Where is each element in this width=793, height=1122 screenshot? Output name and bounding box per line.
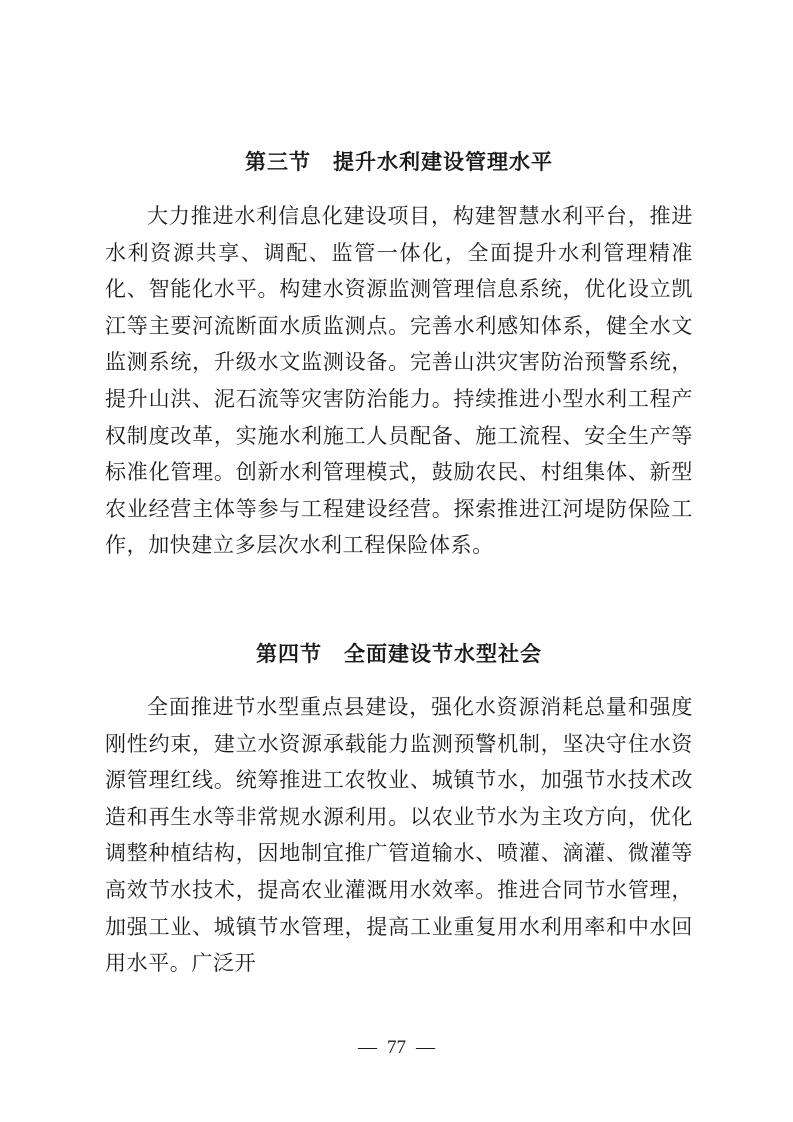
page-footer [0, 1036, 793, 1060]
footer-dash-left: — [358, 1037, 377, 1058]
section-heading-4 [105, 640, 693, 668]
section-number: 第三节 [245, 150, 311, 174]
page-number: 77 [387, 1037, 406, 1058]
section-paragraph-3: 大力推进水利信息化建设项目，构建智慧水利平台，推进水利资源共享、调配、监管一体化，全面提升水利管理精准化、智能化水平。构建水资源监测管理信息系统，优化设立凯江等主要河流断面水质监测点。完善水利感知体系，健全水文监测系统，升级水文监测设备。完善山洪灾害防治预警系统，提升山洪、泥石流等灾害防治能力。持续推进小型水利工程产权制度改革，实施水利施工人员配备、施工流程、安全生产等标准化管理。创新水利管理模式，鼓励农民、村组集体、新型农业经营主体等参与工程建设经营。探索推进江河堤防保险工作，加快建立多层次水利工程保险体系。 [105, 204, 693, 558]
section-title: 提升水利建设管理水平 [333, 150, 553, 174]
section-number: 第四节 [256, 642, 322, 666]
footer-dash-right: — [416, 1037, 435, 1058]
section-title: 全面建设节水型社会 [344, 642, 542, 666]
section-heading-3 [105, 148, 693, 176]
section-paragraph-4: 全面推进节水型重点县建设，强化水资源消耗总量和强度刚性约束，建立水资源承载能力监测预警机制，坚决守住水资源管理红线。统筹推进工农牧业、城镇节水，加强节水技术改造和再生水等非常规水源利用。以农业节水为主攻方向，优化调整种植结构，因地制宜推广管道输水、喷灌、滴灌、微灌等高效节水技术，提高农业灌溉用水效率。推进合同节水管理，加强工业、城镇节水管理，提高工业重复用水利用率和中水回用水平。广泛开 [105, 695, 693, 976]
